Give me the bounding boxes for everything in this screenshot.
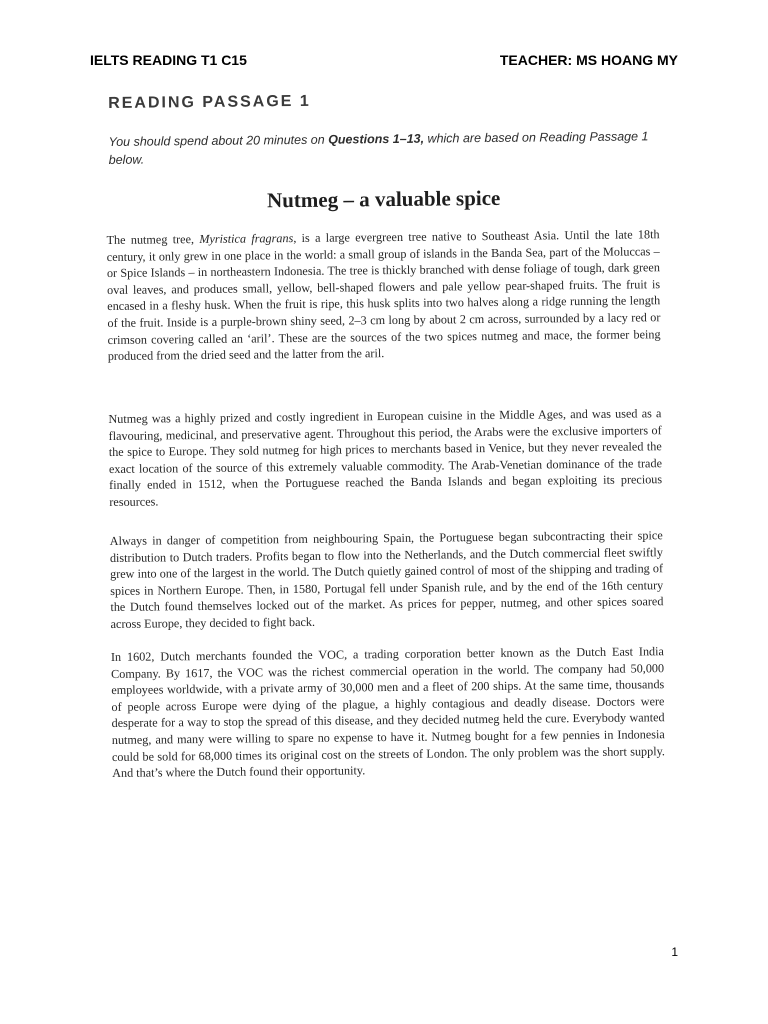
page-header — [90, 50, 678, 70]
header-course-title: IELTS READING T1 C15 — [90, 52, 247, 68]
page-number: 1 — [671, 945, 678, 959]
paragraph-1 — [106, 226, 660, 365]
instruction-prefix: You should spend about 20 minutes on — [108, 132, 329, 149]
passage-title: Nutmeg – a valuable spice — [266, 185, 501, 213]
scanned-passage — [105, 84, 668, 830]
paragraph-1-start: The nutmeg tree, — [106, 232, 200, 247]
paragraph-1-rest: , is a large evergreen tree native to Southeast Asia. Until the late 18th century, it only grew in one place in the world: a small group of islands in the Banda Sea, part of the Moluccas – or Spice Islands – in northeastern Indonesia. The tree is thickly branched with dense foliage of tough, dark green oval leaves, and produces small, yellow, bell-shaped flowers and pale yellow pear-shaped fruits. The fruit is encased in a fleshy husk. When the fruit is ripe, this husk splits into two halves along a ridge running the length of the fruit. Inside is a purple-brown shiny seed, 2–3 cm long by about 2 cm across, surrounded by a lacy red or crimson covering called an ‘aril’. These are the sources of the two spices nutmeg and mace, the former being produced from the dried seed and the latter from the aril. — [106, 227, 661, 364]
instruction-questions: Questions 1–13, — [328, 131, 425, 147]
header-teacher-name: TEACHER: MS HOANG MY — [499, 52, 678, 68]
paragraph-3: Always in danger of competition from neighbouring Spain, the Portuguese began subcontracting their spice distribution to Dutch traders. Profits began to flow into the Netherlands, and the Dutch commercial fleet swiftly grew into one of the largest in the world. The Dutch quietly gained control of most of the shipping and trading of spices in Northern Europe. Then, in 1580, Portugal fell under Spanish rule, and by the end of the 16th century the Dutch found themselves locked out of the market. As prices for pepper, nutmeg, and other spices soared across Europe, they decided to fight back. — [109, 528, 664, 631]
passage-label: READING PASSAGE 1 — [108, 92, 311, 112]
species-name: Myristica fragrans — [199, 231, 294, 247]
paragraph-2: Nutmeg was a highly prized and costly ingredient in European cuisine in the Middle Ages, and was used as a flavouring, medicinal, and preservative agent. Throughout this period, the Arabs were the exclusive importers of the spice to Europe. They sold nutmeg for high prices to merchants based in Venice, but they never revealed the exact location of the source of this extremely valuable commodity. The Arab-Venetian dominance of the trade finally ended in 1512, when the Portuguese reached the Banda Islands and began exploiting its precious resources. — [108, 406, 663, 509]
passage-instruction — [108, 127, 668, 169]
instruction-suffix: which are based on Reading Passage 1 below. — [108, 129, 649, 167]
paragraph-4: In 1602, Dutch merchants founded the VOC, a trading corporation better known as the Dutch East India Company. By 1617, the VOC was the richest commercial operation in the world. The company had 50,000 employees worldwide, with a private army of 30,000 men and a fleet of 200 ships. At the same time, thousands of people across Europe were dying of the plague, a highly contagious and deadly disease. Doctors were desperate for a way to stop the spread of this disease, and they decided nutmeg held the cure. Everybody wanted nutmeg, and many were willing to spare no expense to have it. Nutmeg bought for a few pennies in Indonesia could be sold for 68,000 times its original cost on the streets of London. The only problem was the short supply. And that’s where the Dutch found their opportunity. — [110, 644, 666, 781]
